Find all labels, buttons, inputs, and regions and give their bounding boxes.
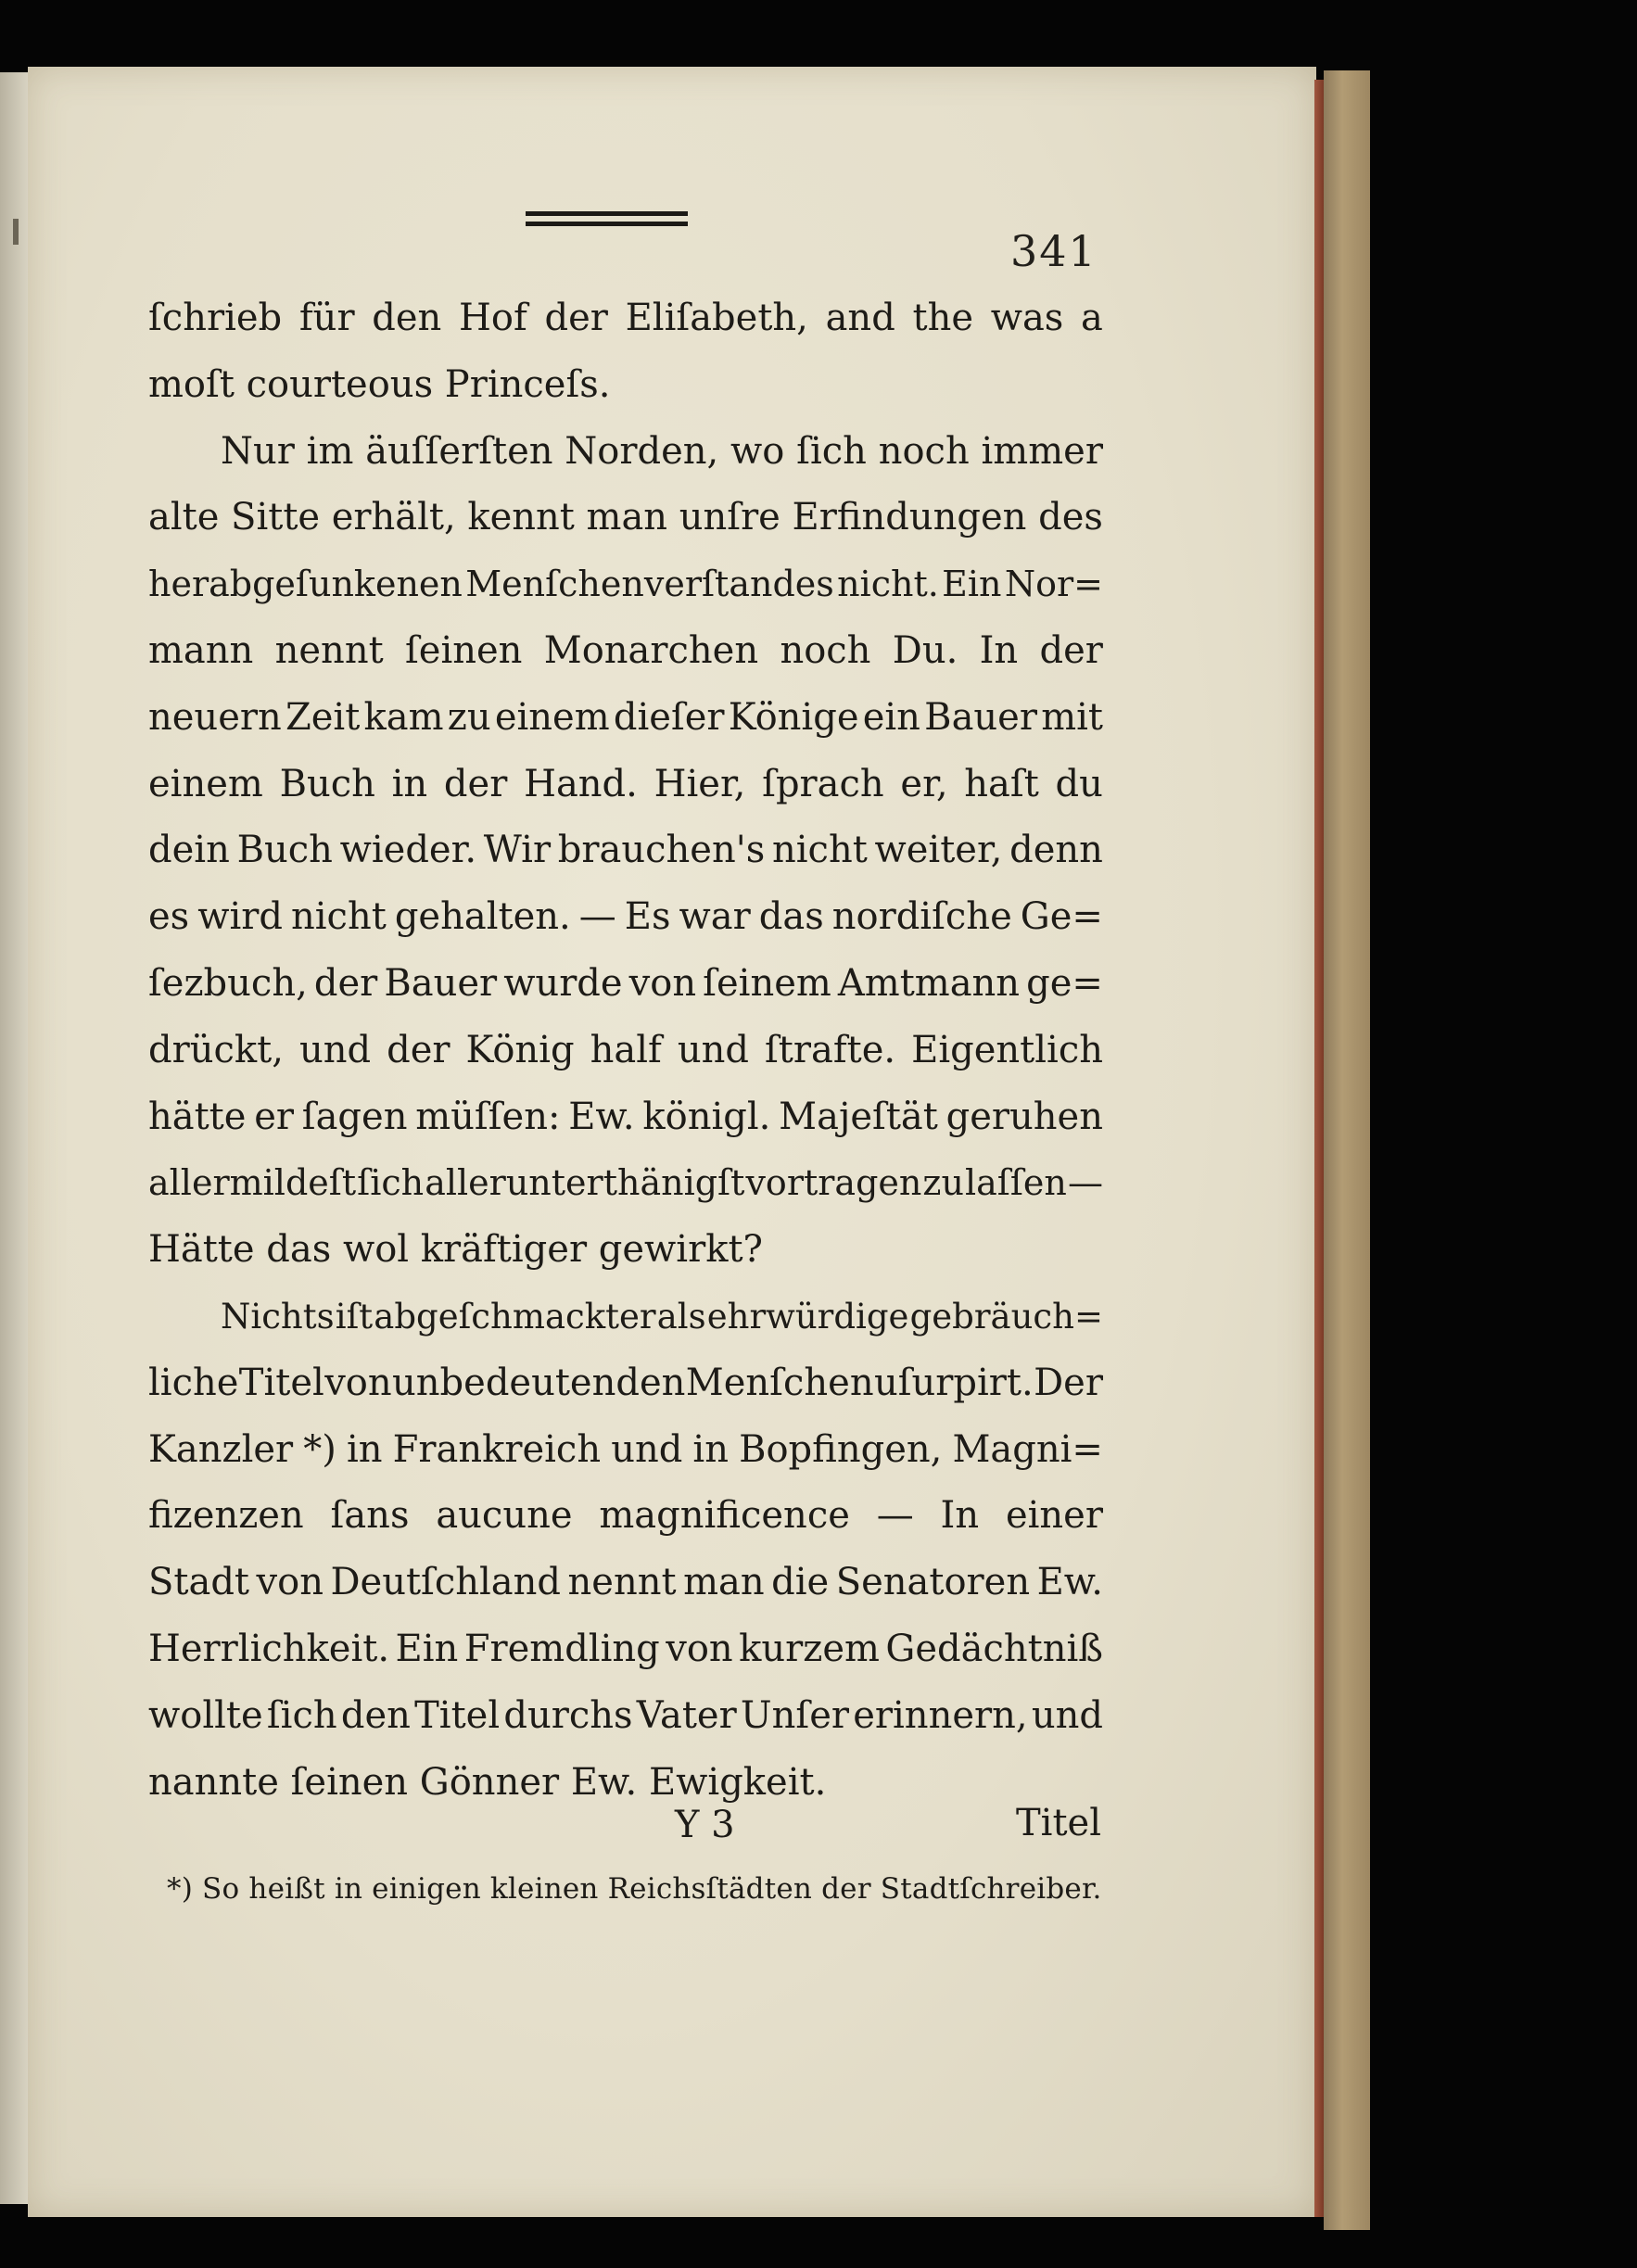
text-line: herabgeſunkenen Menſchenverſtandes nicht. Ein Nor= bbox=[148, 564, 1103, 605]
text-line: fizenzen ſans aucune magnificence — In einer bbox=[148, 1494, 1103, 1538]
text-line: nannte ſeinen Gönner Ew. Ewigkeit. bbox=[148, 1760, 827, 1804]
previous-page-edge bbox=[0, 72, 28, 2204]
text-line: es wird nicht gehalten. — Es war das nordiſche Ge= bbox=[148, 895, 1103, 939]
page-edge bbox=[1314, 80, 1324, 2217]
text-line: alte Sitte erhält, kennt man unſre Erfindungen des bbox=[148, 496, 1103, 539]
text-line: Hätte das wol kräftiger gewirkt? bbox=[148, 1228, 763, 1272]
text-line: mann nennt ſeinen Monarchen noch Du. In der bbox=[148, 628, 1103, 672]
book-cover-edge bbox=[1324, 70, 1370, 2230]
text-line: Stadt von Deutſchland nennt man die Senatoren Ew. bbox=[148, 1561, 1103, 1604]
text-line: liche Titel von unbedeutenden Menſchen uſurpirt. Der bbox=[148, 1361, 1103, 1404]
text-line: Herrlichkeit. Ein Fremdling von kurzem Gedächtniß bbox=[148, 1627, 1103, 1670]
catchword: Titel bbox=[1016, 1802, 1102, 1844]
text-line: dein Buch wieder. Wir brauchen's nicht weiter, denn bbox=[148, 829, 1103, 872]
footnote: *) So heißt in einigen kleinen Reichsſtädten der Stadtſchreiber. bbox=[167, 1872, 1102, 1906]
body-text bbox=[148, 285, 1103, 1816]
text-line: wollte ſich den Titel durchs Vater Unſer erinnern, und bbox=[148, 1693, 1103, 1737]
text-line: drückt, und der König half und ſtrafte. Eigentlich bbox=[148, 1028, 1103, 1071]
text-line: moſt courteous Princeſs. bbox=[148, 362, 611, 406]
text-line: einem Buch in der Hand. Hier, ſprach er, haſt du bbox=[148, 762, 1103, 805]
signature-mark: Y 3 bbox=[675, 1804, 735, 1846]
spine-mark bbox=[13, 219, 19, 245]
text-line: ſchrieb für den Hof der Eliſabeth, and the was a bbox=[148, 297, 1103, 339]
page-number: 341 bbox=[1010, 226, 1098, 276]
header-double-rule bbox=[526, 211, 688, 232]
text-line: ſezbuch, der Bauer wurde von ſeinem Amtmann ge= bbox=[148, 961, 1103, 1005]
text-line: Nur im äuſſerſten Norden, wo ſich noch immer bbox=[221, 429, 1103, 473]
text-line: allermildeſt ſich allerunterthänigſt vortragen zu laſſen — bbox=[148, 1162, 1103, 1204]
text-line: neuern Zeit kam zu einem dieſer Könige ein Bauer mit bbox=[148, 695, 1103, 739]
text-line: hätte er ſagen müſſen: Ew. königl. Majeſtät geruhen bbox=[148, 1095, 1103, 1138]
text-line: Nichts iſt abgeſchmackter als ehrwürdige gebräuch= bbox=[221, 1296, 1103, 1337]
text-line: Kanzler *) in Frankreich und in Bopfingen, Magni= bbox=[148, 1427, 1103, 1471]
